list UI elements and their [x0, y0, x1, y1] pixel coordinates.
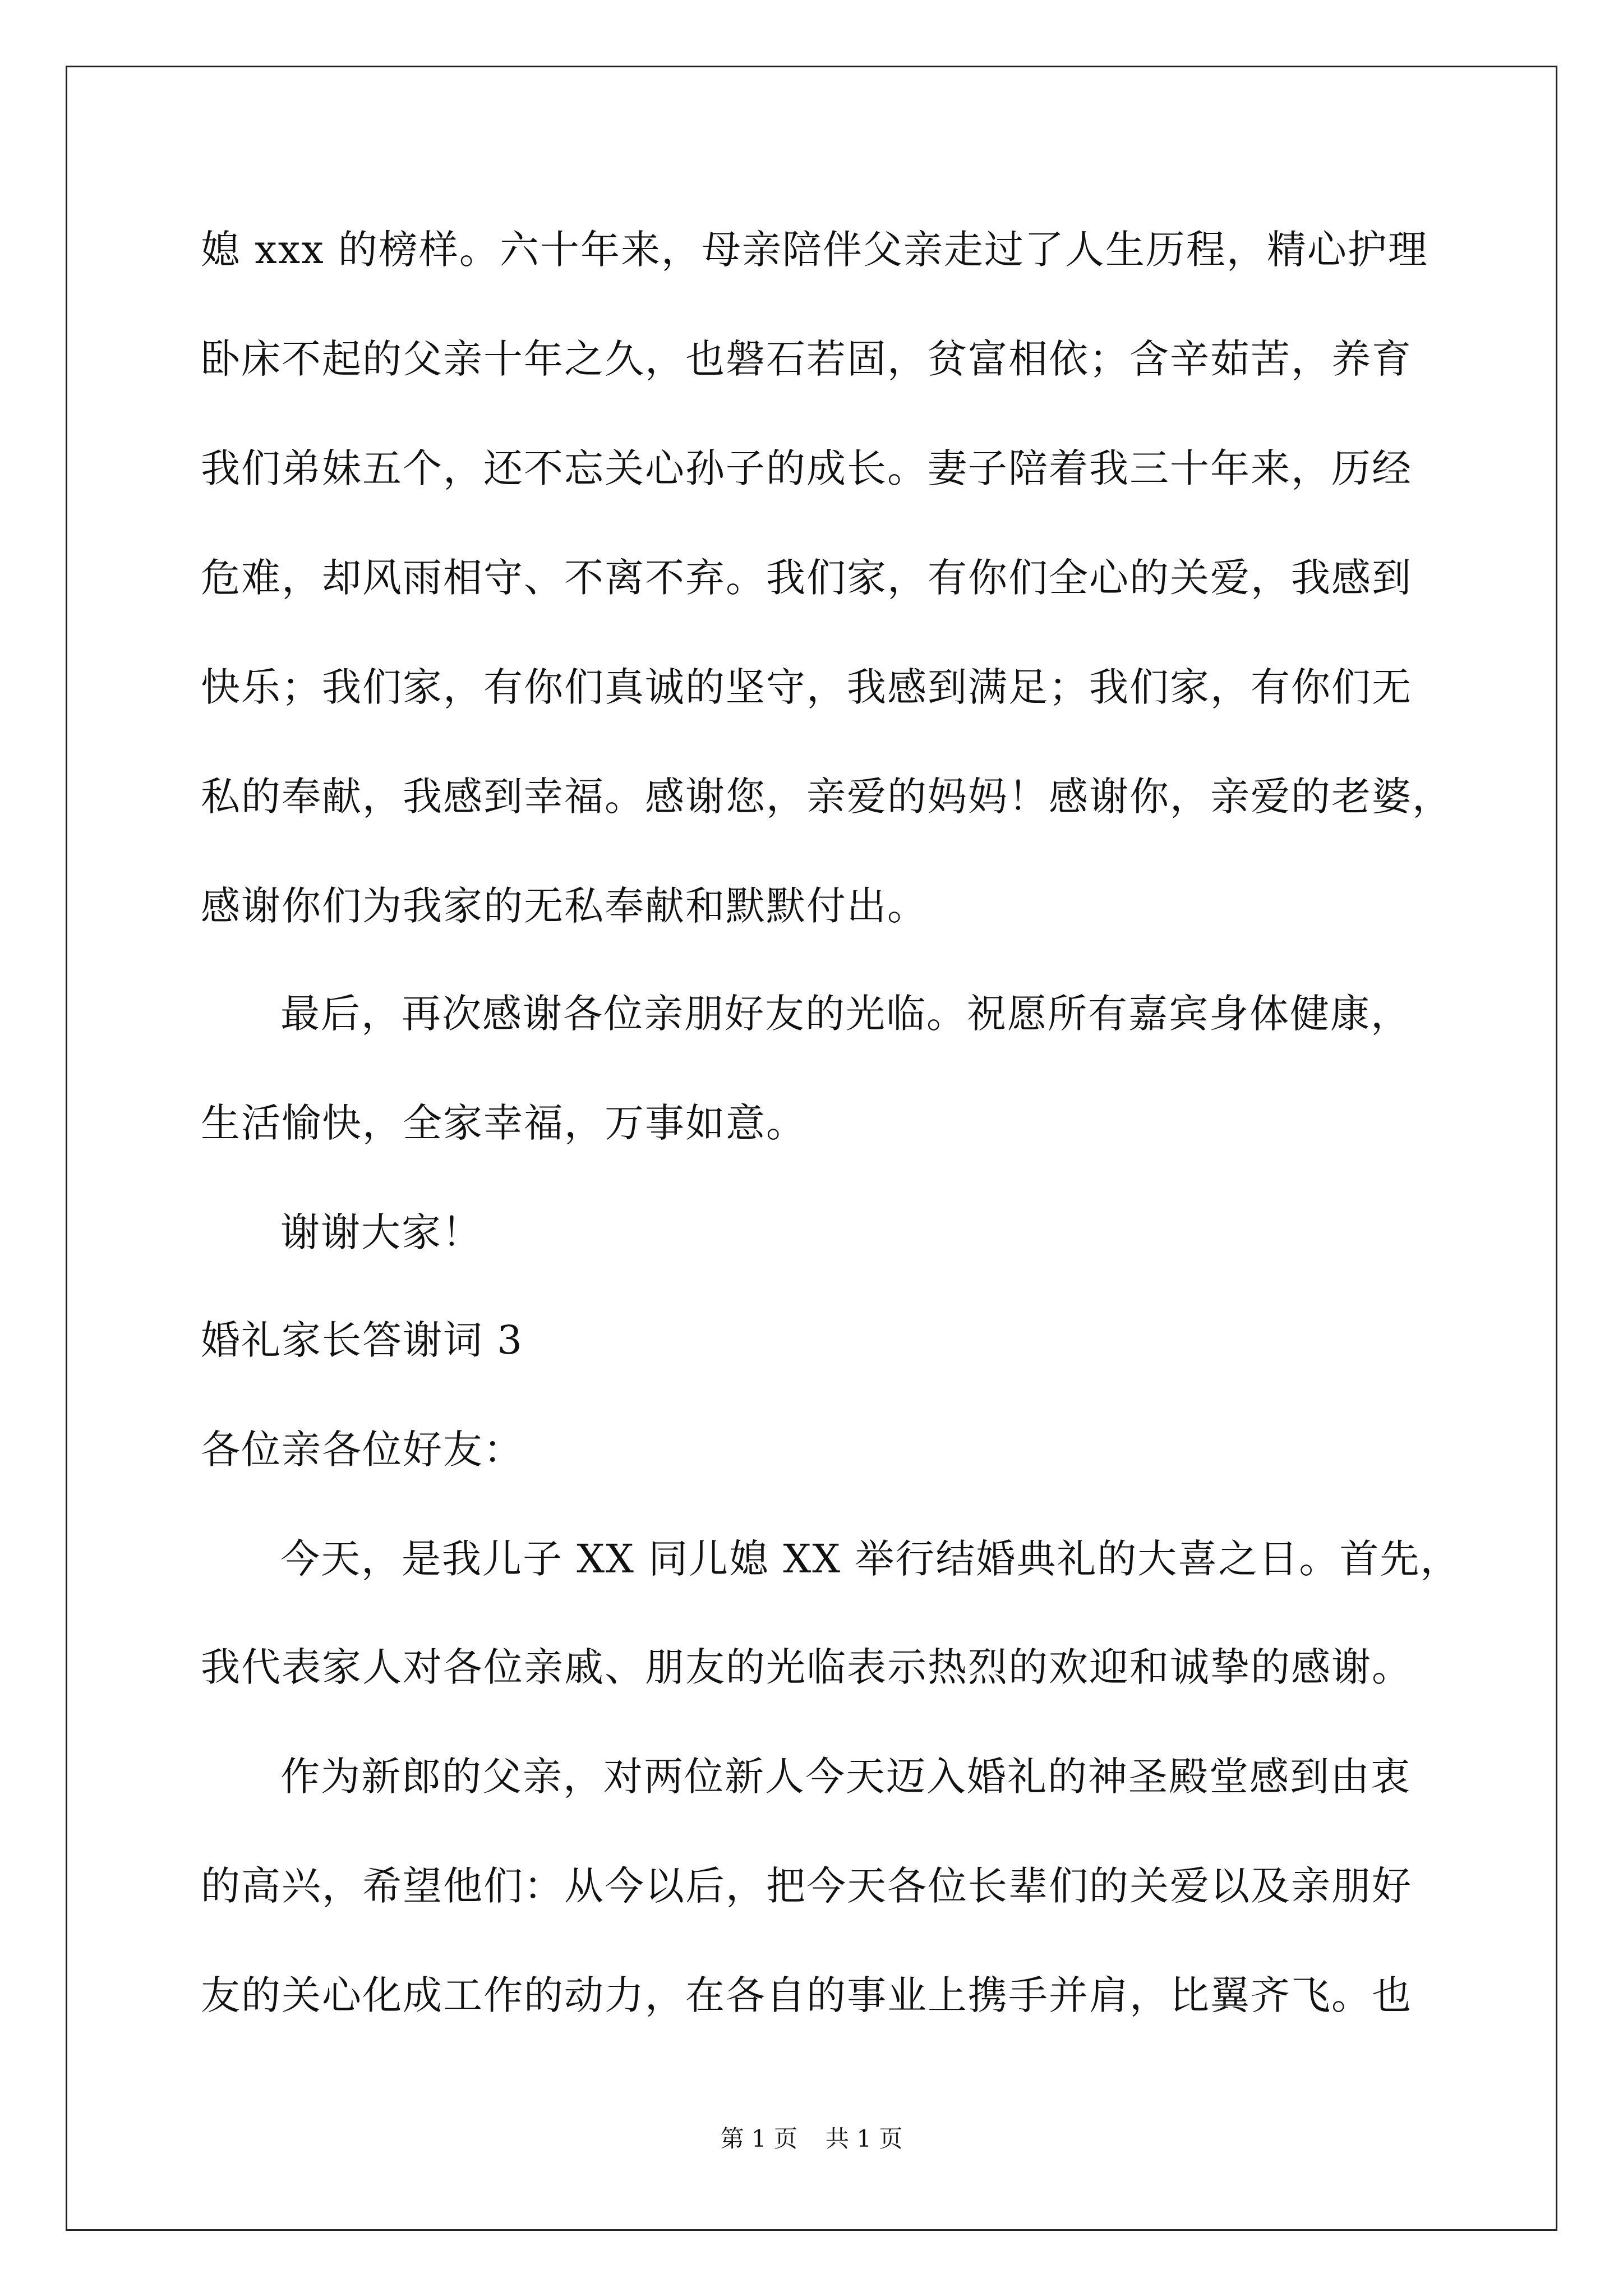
body-line: 危难，却风雨相守、不离不弃。我们家，有你们全心的关爱，我感到 [201, 555, 1412, 601]
body-line: 生活愉快，全家幸福，万事如意。 [201, 1100, 806, 1146]
body-line: 我代表家人对各位亲戚、朋友的光临表示热烈的欢迎和诚挚的感谢。 [201, 1644, 1412, 1690]
body-line: 媳 xxx 的榜样。六十年来，母亲陪伴父亲走过了人生历程，精心护理 [201, 227, 1428, 273]
body-line: 私的奉献，我感到幸福。感谢您，亲爱的妈妈！感谢你，亲爱的老婆， [201, 774, 1453, 820]
page-total: 共 1 页 [826, 2125, 903, 2152]
body-line: 我们弟妹五个，还不忘关心孙子的成长。妻子陪着我三十年来，历经 [201, 445, 1412, 491]
body-line: 友的关心化成工作的动力，在各自的事业上携手并肩，比翼齐飞。也 [201, 1972, 1412, 2018]
section-heading: 婚礼家长答谢词 3 [201, 1317, 523, 1363]
closing-line: 谢谢大家！ [280, 1209, 482, 1255]
paragraph-start-line: 最后，再次感谢各位亲朋好友的光临。祝愿所有嘉宾身体健康， [280, 991, 1411, 1037]
body-line: 感谢你们为我家的无私奉献和默默付出。 [201, 883, 928, 929]
salutation-line: 各位亲各位好友： [201, 1427, 524, 1473]
paragraph-start-line: 作为新郎的父亲，对两位新人今天迈入婚礼的神圣殿堂感到由衷 [280, 1754, 1411, 1800]
body-line: 卧床不起的父亲十年之久，也磐石若固，贫富相依；含辛茹苦，养育 [201, 336, 1412, 382]
paragraph-start-line: 今天，是我儿子 XX 同儿媳 XX 举行结婚典礼的大喜之日。首先， [280, 1536, 1461, 1582]
body-line: 的高兴，希望他们：从今以后，把今天各位长辈们的关爱以及亲朋好 [201, 1863, 1412, 1909]
page-footer [0, 2127, 1623, 2151]
page-number: 第 1 页 [720, 2125, 797, 2152]
body-line: 快乐；我们家，有你们真诚的坚守，我感到满足；我们家，有你们无 [201, 664, 1412, 710]
